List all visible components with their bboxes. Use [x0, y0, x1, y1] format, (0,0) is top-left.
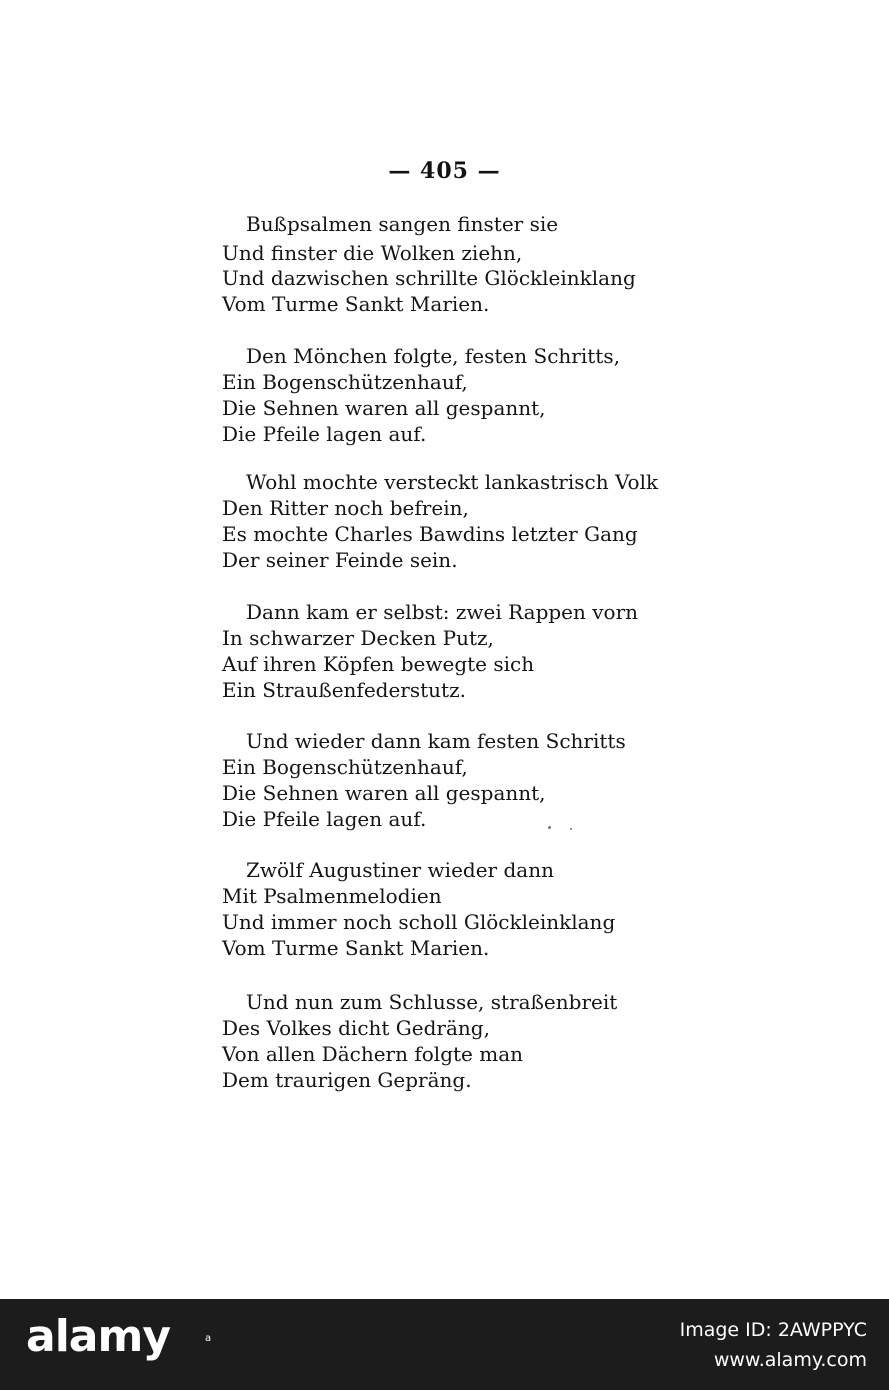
verse-line: Die Sehnen waren all gespannt, — [222, 781, 546, 805]
verse-line: In schwarzer Decken Putz, — [222, 626, 494, 650]
verse-line: Der seiner Feinde sein. — [222, 548, 458, 572]
verse-line: Wohl mochte versteckt lankastrisch Volk — [246, 470, 659, 494]
print-speck — [570, 828, 572, 830]
page-number: — 405 — — [388, 158, 501, 184]
verse-line: Vom Turme Sankt Marien. — [222, 292, 490, 316]
verse-line: Die Pfeile lagen auf. — [222, 807, 427, 831]
verse-line: Und wieder dann kam festen Schritts — [246, 729, 626, 753]
site-url: www.alamy.com — [713, 1349, 867, 1371]
verse-line: Ein Straußenfederstutz. — [222, 678, 466, 702]
print-speck — [548, 826, 551, 829]
verse-line: Und finster die Wolken ziehn, — [222, 241, 523, 265]
verse-line: Bußpsalmen sangen finster sie — [246, 212, 559, 236]
verse-line: Des Volkes dicht Gedräng, — [222, 1016, 490, 1040]
logo-mark-icon: a — [205, 1333, 212, 1344]
verse-line: Ein Bogenschützenhauf, — [222, 755, 468, 779]
verse-line: Mit Psalmenmelodien — [222, 884, 442, 908]
verse-line: Ein Bogenschützenhauf, — [222, 370, 468, 394]
watermark-footer — [0, 1299, 889, 1390]
verse-line: Dem traurigen Gepräng. — [222, 1068, 472, 1092]
verse-line: Vom Turme Sankt Marien. — [222, 936, 490, 960]
verse-line: Und dazwischen schrillte Glöckleinklang — [222, 266, 636, 290]
verse-line: Zwölf Augustiner wieder dann — [246, 858, 554, 882]
verse-line: Und nun zum Schlusse, straßenbreit — [246, 990, 618, 1014]
verse-line: Die Sehnen waren all gespannt, — [222, 396, 546, 420]
verse-line: Dann kam er selbst: zwei Rappen vorn — [246, 600, 639, 624]
image-id: Image ID: 2AWPPYC — [679, 1319, 867, 1341]
verse-line: Es mochte Charles Bawdins letzter Gang — [222, 522, 638, 546]
verse-line: Auf ihren Köpfen bewegte sich — [222, 652, 535, 676]
verse-line: Den Ritter noch befrein, — [222, 496, 469, 520]
verse-line: Die Pfeile lagen auf. — [222, 422, 427, 446]
verse-line: Von allen Dächern folgte man — [222, 1042, 523, 1066]
verse-line: Den Mönchen folgte, festen Schritts, — [246, 344, 620, 368]
alamy-logo: alamy — [26, 1311, 170, 1362]
verse-line: Und immer noch scholl Glöckleinklang — [222, 910, 616, 934]
